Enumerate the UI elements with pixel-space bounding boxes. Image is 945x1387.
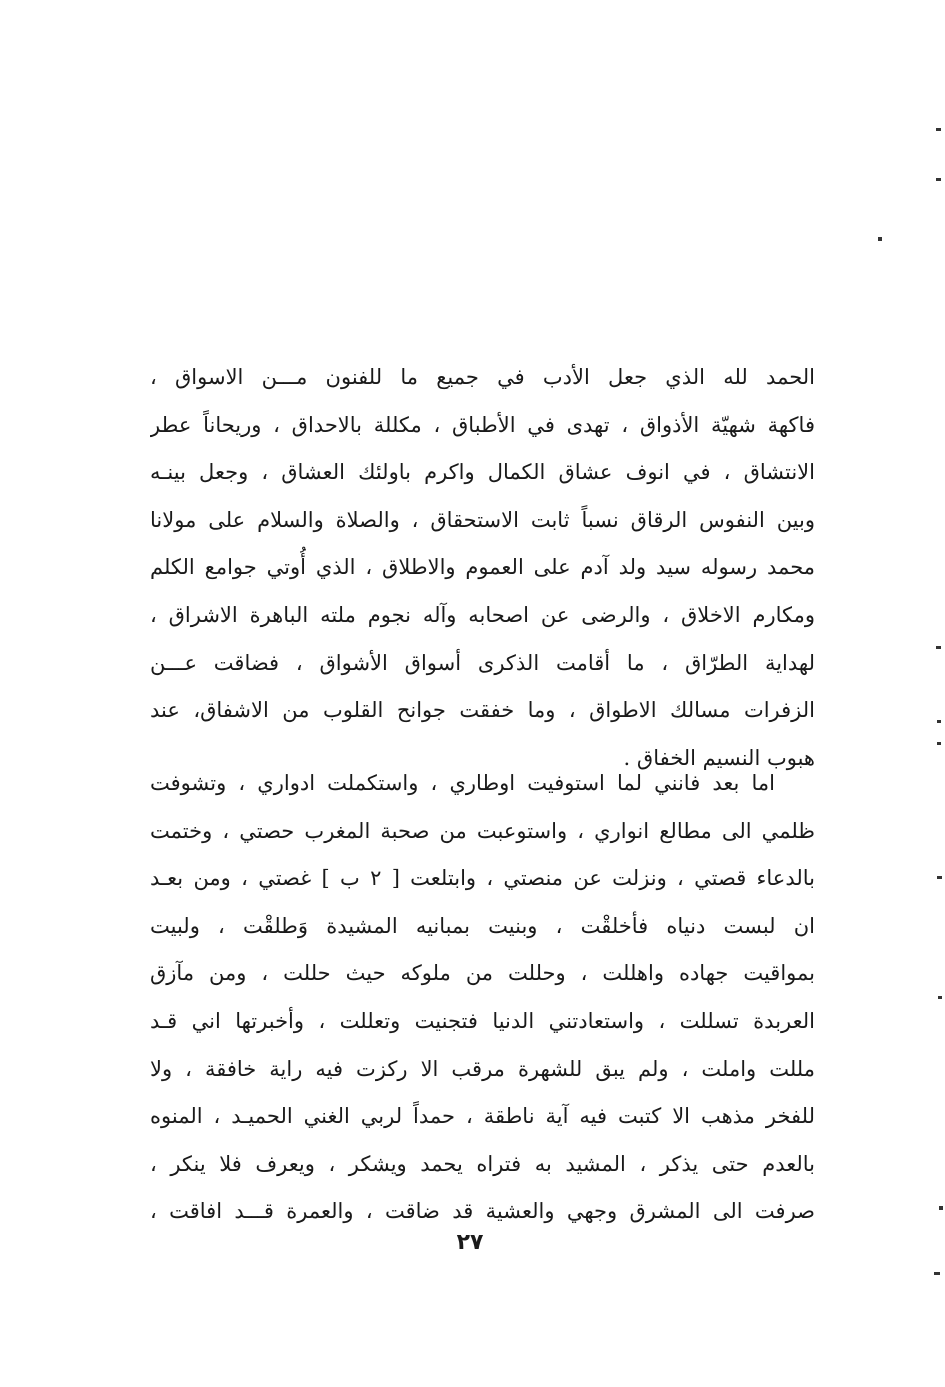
text-line: بالعدم حتى يذكر ، المشيد به فتراه يحمد ويشكر ، ويعرف فلا ينكر ،	[150, 1151, 815, 1176]
scan-mark	[936, 178, 941, 181]
text-line: هبوب النسيم الخفاق .	[623, 745, 815, 770]
text-line: لهداية الطرّاق ، ما أقامت الذكرى أسواق الأشواق ، فضاقت عـــن	[150, 650, 815, 675]
page-number: ٢٧	[456, 1230, 484, 1255]
text-line: مللت واملت ، ولم يبق للشهرة مرقب الا ركزت فيه راية خافقة ، ولا	[150, 1056, 815, 1081]
text-line: ومكارم الاخلاق ، والرضى عن اصحابه وآله نجوم ملته الباهرة الاشراق ،	[150, 602, 815, 627]
text-line: الزفرات مسالك الاطواق ، وما خفقت جوانح القلوب من الاشفاق، عند	[150, 698, 815, 723]
text-line: وبين النفوس الرقاق نسباً ثابت الاستحقاق ، والصلاة والسلام على مولانا	[150, 507, 815, 532]
text-line: الانتشاق ، في انوف عشاق الكمال واكرم باولئك العشاق ، وجعل بينـه	[150, 460, 815, 485]
scan-mark	[934, 1272, 940, 1275]
text-line: فاكهة شهيّة الأذواق ، تهدى في الأطباق ، مكللة بالاحداق ، وريحاناً عطر	[150, 412, 815, 437]
text-line: بالدعاء قصتي ، ونزلت عن منصتي ، وابتلعت [ ٢ ب ] غصتي ، ومن بعـد	[150, 866, 815, 891]
scan-mark	[936, 128, 941, 131]
scan-mark	[936, 646, 941, 649]
scan-mark	[937, 876, 942, 879]
text-line: ان لبست دنياه فأخلقْت ، وبنيت بمبانيه المشيدة وَطلقْت ، ولبيت	[150, 913, 815, 938]
text-line: صرفت الى المشرق وجهي والعشية قد ضاقت ، والعمرة قـــد افاقت ،	[150, 1199, 815, 1224]
scan-mark	[938, 996, 942, 999]
text-line: بمواقيت جهاده واهللت ، وحللت من ملوكه حيث حللت ، ومن مآزق	[150, 961, 815, 986]
text-line: للفخر مذهب الا كتبت فيه آية ناطقة ، حمداً لربي الغني الحميـد ، المنوه	[150, 1104, 815, 1129]
paragraph-2	[150, 760, 815, 1236]
text-line: العربدة تسللت ، واستعادتني الدنيا فتجنيت وتعللت ، وأخبرتها اني قـد	[150, 1008, 815, 1033]
scan-mark	[939, 1206, 943, 1210]
text-line: الحمد لله الذي جعل الأدب في جميع ما للفنون مـــن الاسواق ،	[150, 365, 815, 389]
scan-mark	[937, 742, 941, 745]
text-line: ظلمي الى مطالع انواري ، واستوعبت من صحبة المغرب حصتي ، وختمت	[150, 818, 815, 843]
paragraph-1	[150, 354, 815, 782]
text-line: اما بعد فانني لما استوفيت اوطاري ، واستكملت ادواري ، وتشوفت	[150, 771, 775, 795]
text-line: محمد رسوله سيد ولد آدم على العموم والاطلاق ، الذي أُوتي جوامع الكلم	[150, 555, 815, 580]
scan-mark	[878, 237, 882, 241]
scan-mark	[937, 720, 941, 723]
